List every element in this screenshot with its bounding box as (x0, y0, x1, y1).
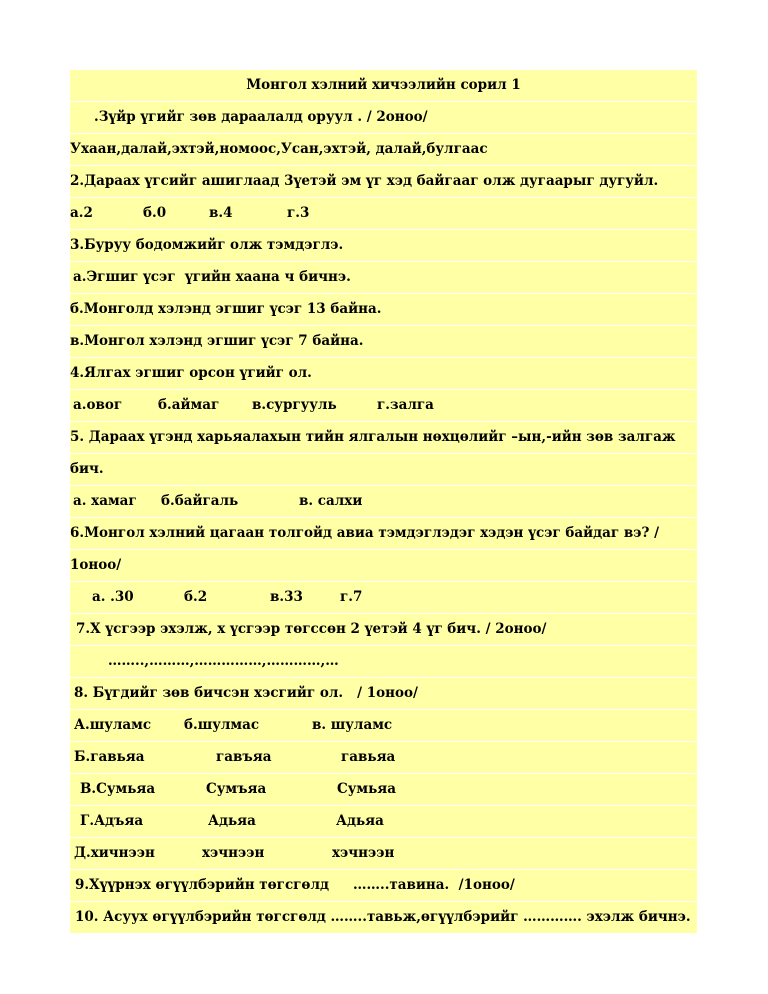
question-8-text: 8. Бүгдийг зөв бичсэн хэсгийг ол. / 1оноо/ (74, 685, 418, 701)
question-5-prompt-line-1: 5. Дараах үгэнд харьяалахын тийн ялгалын нөхцөлийг –ын,-ийн зөв залгаж (70, 422, 697, 454)
question-5-prompt-line-2: бич. (70, 454, 697, 486)
question-3-statement-a (70, 262, 697, 294)
spelling-option-3: Адьяа (336, 813, 384, 829)
question-7-answer-blanks (70, 646, 697, 678)
spelling-option-3: Сумьяа (337, 781, 396, 797)
spelling-option-1: В.Сумьяа (80, 781, 156, 797)
question-8-row-e (70, 838, 697, 870)
question-1-text: .Зүйр үгийг зөв дараалалд оруул . / 2оноо/ (94, 109, 428, 125)
question-3-prompt: 3.Буруу бодомжийг олж тэмдэглэ. (70, 230, 697, 262)
spelling-option-2: б.шулмас (184, 717, 260, 733)
option-a: а.овог (73, 397, 123, 413)
option-b: б.байгаль (161, 493, 239, 509)
option-c: в.33 (270, 589, 303, 605)
question-7-prompt (70, 614, 697, 646)
question-3-statement-b: б.Монголд хэлэнд эгшиг үсэг 13 байна. (70, 294, 697, 326)
question-9-fill: ……..тавина. /1оноо/ (353, 877, 515, 893)
question-1-prompt (70, 102, 697, 134)
question-7-text: 7.Х үсгээр эхэлж, х үсгээр төгссөн 2 үетэй 4 үг бич. / 2оноо/ (76, 621, 547, 637)
spelling-option-2: гавъяа (216, 749, 272, 765)
spelling-option-2: хэчнээн (202, 845, 265, 861)
spelling-option-1: Б.гавьяа (74, 749, 145, 765)
option-b: б.0 (143, 205, 167, 221)
question-8-row-d (70, 806, 697, 838)
question-4-prompt: 4.Ялгах эгшиг орсон үгийг ол. (70, 358, 697, 390)
question-6-prompt-line-1: 6.Монгол хэлний цагаан толгойд авиа тэмдэглэдэг хэдэн үсэг байдаг вэ? / (70, 518, 697, 550)
spelling-option-1: Д.хичнээн (74, 845, 155, 861)
option-c: в. салхи (299, 493, 363, 509)
statement-a-text: а.Эгшиг үсэг үгийн хаана ч бичнэ. (73, 269, 351, 285)
option-b: б.2 (184, 589, 208, 605)
question-2-prompt: 2.Дараах үгсийг ашиглаад 3үетэй эм үг хэд байгааг олж дугаарыг дугуйл. (70, 166, 697, 198)
answer-blanks: ……..,………,……………,…………,… (108, 653, 339, 669)
question-8-prompt (70, 678, 697, 710)
question-10 (70, 902, 697, 933)
page-title: Монгол хэлний хичээлийн сорил 1 (70, 70, 697, 102)
option-a: а. хамаг (73, 493, 137, 509)
option-c: в.сургууль (252, 397, 337, 413)
question-6-prompt-line-2: 1оноо/ (70, 550, 697, 582)
question-5-options (70, 486, 697, 518)
question-8-row-c (70, 774, 697, 806)
option-d: г.7 (340, 589, 363, 605)
option-b: б.аймаг (158, 397, 220, 413)
spelling-option-3: гавьяа (341, 749, 396, 765)
option-a: а.2 (70, 205, 93, 221)
question-2-options (70, 198, 697, 230)
option-a: а. .30 (92, 589, 134, 605)
question-10-text: 10. Асуух өгүүлбэрийн төгсгөлд ……..тавьж,өгүүлбэрийг …………. эхэлж бичнэ. (75, 909, 691, 925)
question-6-options (70, 582, 697, 614)
question-8-row-a (70, 710, 697, 742)
question-9 (70, 870, 697, 902)
spelling-option-1: Г.Адъяа (80, 813, 144, 829)
spelling-option-2: Сумъяа (206, 781, 267, 797)
spelling-option-1: А.шуламс (74, 717, 152, 733)
option-c: в.4 (209, 205, 233, 221)
question-3-statement-c: в.Монгол хэлэнд эгшиг үсэг 7 байна. (70, 326, 697, 358)
spelling-option-3: хэчнээн (332, 845, 395, 861)
quiz-sheet (70, 70, 697, 933)
option-d: г.залга (377, 397, 434, 413)
question-9-text: 9.Хүүрнэх өгүүлбэрийн төгсгөлд (75, 877, 329, 893)
question-4-options (70, 390, 697, 422)
question-8-row-b (70, 742, 697, 774)
option-d: г.3 (287, 205, 310, 221)
spelling-option-2: Адьяа (208, 813, 256, 829)
question-1-words: Ухаан,далай,эхтэй,номоос,Усан,эхтэй, далай,булгаас (70, 134, 697, 166)
spelling-option-3: в. шуламс (312, 717, 393, 733)
